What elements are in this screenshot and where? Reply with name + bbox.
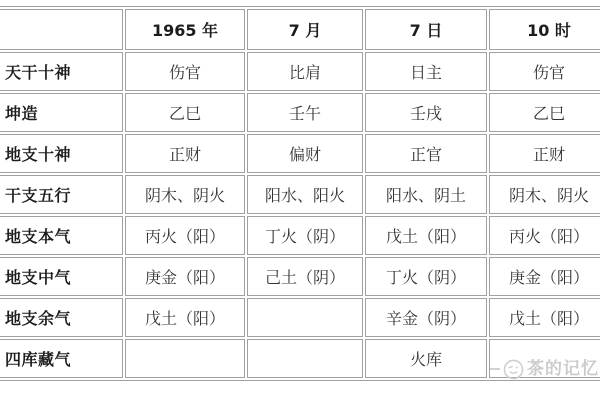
value-cell: 戊土（阳） — [365, 216, 487, 255]
row-dizhi-benqi — [0, 216, 600, 255]
value-cell: 己土（阴） — [247, 257, 363, 296]
winking-smiley-icon — [503, 359, 524, 380]
header-row — [0, 9, 600, 50]
row-ganzhi-wuxing — [0, 175, 600, 214]
value-cell: 火库 — [365, 339, 487, 378]
header-cell-year: 1965 年 — [125, 9, 245, 50]
value-cell: 阴木、阴火 — [489, 175, 600, 214]
value-cell: 阴木、阴火 — [125, 175, 245, 214]
value-cell: 伤官 — [125, 52, 245, 91]
value-cell: 正官 — [365, 134, 487, 173]
value-cell: 庚金（阳） — [489, 257, 600, 296]
row-dizhi-yuqi — [0, 298, 600, 337]
value-cell — [125, 339, 245, 378]
value-cell: 阳水、阳火 — [247, 175, 363, 214]
watermark — [490, 357, 599, 381]
value-cell: 壬戌 — [365, 93, 487, 132]
row-dizhi-zhongqi — [0, 257, 600, 296]
value-cell: 伤官 — [489, 52, 600, 91]
value-cell — [247, 339, 363, 378]
header-cell-empty — [0, 9, 123, 50]
header-cell-hour: 10 时 — [489, 9, 600, 50]
value-cell: 丁火（阴） — [365, 257, 487, 296]
row-label: 地支十神 — [0, 134, 123, 173]
row-label: 坤造 — [0, 93, 123, 132]
value-cell: 日主 — [365, 52, 487, 91]
value-cell: 正财 — [125, 134, 245, 173]
value-cell: 丁火（阴） — [247, 216, 363, 255]
row-label: 四库藏气 — [0, 339, 123, 378]
row-label: 地支本气 — [0, 216, 123, 255]
value-cell: 丙火（阳） — [489, 216, 600, 255]
header-cell-month: 7 月 — [247, 9, 363, 50]
row-tiangan-shishen — [0, 52, 600, 91]
value-cell: 正财 — [489, 134, 600, 173]
watermark-text: 茶的记忆 — [527, 359, 599, 379]
value-cell: 阳水、阴土 — [365, 175, 487, 214]
value-cell: 偏财 — [247, 134, 363, 173]
value-cell: 庚金（阳） — [125, 257, 245, 296]
row-label: 干支五行 — [0, 175, 123, 214]
row-dizhi-shishen — [0, 134, 600, 173]
value-cell: 辛金（阴） — [365, 298, 487, 337]
row-label: 天干十神 — [0, 52, 123, 91]
value-cell: 比肩 — [247, 52, 363, 91]
value-cell: 戊土（阳） — [125, 298, 245, 337]
value-cell: 壬午 — [247, 93, 363, 132]
value-cell — [247, 298, 363, 337]
row-kunzao — [0, 93, 600, 132]
watermark-dash — [490, 368, 500, 370]
bazi-table — [0, 6, 600, 381]
header-cell-day: 7 日 — [365, 9, 487, 50]
value-cell: 乙巳 — [489, 93, 600, 132]
value-cell: 乙巳 — [125, 93, 245, 132]
value-cell: 丙火（阳） — [125, 216, 245, 255]
row-label: 地支余气 — [0, 298, 123, 337]
value-cell: 戊土（阳） — [489, 298, 600, 337]
row-label: 地支中气 — [0, 257, 123, 296]
